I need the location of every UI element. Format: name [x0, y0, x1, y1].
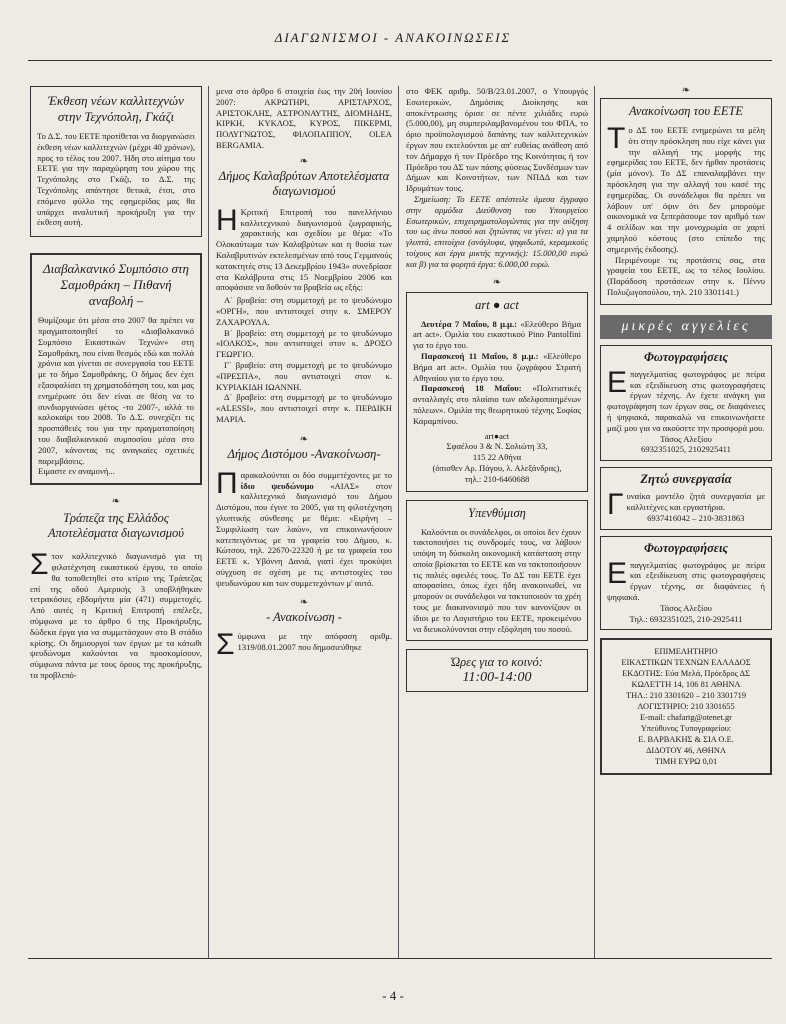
eete-notice-body-2: Περιμένουμε τις προτάσεις σας, στα γραφεία του ΕΕΤΕ, ως το τέλος Ιουλίου. (Παράδοση προτάσεων στην κ. Πέννυ Πολυζωγοπούλου, τηλ. 210 3301141.): [607, 254, 765, 297]
reminder-body: Καλούνται οι συνάδελφοι, οι οποίοι δεν έχουν τακτοποιήσει τις συνδρομές τους, να λάβουν υπόψη τη δύσκολη οικονομική κατάσταση στην οποία βρίσκεται το ΕΕΤΕ και να τακτοποιήσουν τις παλιές οφειλές τους. Το ΔΣ του ΕΕΤΕ έχει αποφασίσει, όπως έχει ήδη ανακοινωθεί, να μπορούν οι συνάδελφοι να τακτοποιούν τα χρέη τους με διακανονισμό που τον κανονίζουν οι ίδιοι με το Λογιστήριο του ΕΕΤΕ, προκειμένου να διευκολύνονται στην εξόφληση του ποσού.: [413, 526, 581, 634]
footer-rule: [28, 958, 772, 959]
article-distomo-body-wrap: [216, 466, 393, 589]
imprint-line: ΕΠΙΜΕΛΗΤΗΡΙΟ: [654, 647, 718, 657]
page-header: ΔΙΑΓΩΝΙΣΜΟΙ - ΑΝΑΚΟΙΝΩΣΕΙΣ: [274, 30, 512, 45]
prize-item: Β΄ βραβείο: στη συμμετοχή με το ψευδώνυμο «ΙΟΛΚΟΣ», που αντιστοιχεί στον κ. ΔΡΟΣΟ ΓΕΩΡΓΙΟ.: [216, 327, 392, 360]
office-hours-title: Ώρες για το κοινό:: [451, 655, 543, 670]
prize-item: Α΄ βραβείο: στη συμμετοχή με το ψευδώνυμο «ΟΡΓΗ», που αντιστοιχεί στην κ. ΣΜΕΡΟΥ ΖΑΧΑΡΟΥΛΑ.: [216, 295, 392, 327]
ad-body-wrap: [607, 556, 765, 603]
prize-item: Δ΄ βραβείο: στη συμμετοχή με το ψευδώνυμο «ALESSI», που αντιστοιχεί στην κ. ΠΕΡΔΙΚΗ ΜΑΡΙΑ.: [216, 392, 392, 424]
address-line: Σφαέλου 3 & Ν. Σολιώτη 33,: [446, 441, 548, 452]
drop-cap: Ε: [607, 365, 628, 399]
event-text: «Ελεύθερο Βήμα art act». Ομιλία του εικαστικού Pino Pantolfini για το έργο του.: [413, 318, 581, 351]
imprint-line: Υπεύθυνος Τυπογραφείου:: [640, 724, 732, 734]
ornament-icon: ❧: [299, 597, 309, 609]
article-bank-body: τον καλλιτεχνικό διαγωνισμό για τη φιλοτέχνηση εικαστικού έργου, το οποίο θα τοποθετηθεί στο κτίριο της Τράπεζας επί της οδού Αμερικής 3 υποβλήθηκαν τετρακόσιες εβδομήντα μία (471) συμμετοχές. Από αυτές η Κριτική Επιτροπή επέλεξε, σύμφωνα με το άρθρο 6 της Προκήρυξης, δώδεκα έργα για να συμμετάσχουν στο Β στάδιο κρίσης. Οι δημιουργοί των έργων με τα κάτωθι ψευδώνυμα καλούνται να προσκομίσουν, σύμφωνα πάντα με τους όρους της προκήρυξης, τα προβλεπό-: [30, 551, 202, 680]
column-2: [216, 86, 393, 662]
article-distomo-body-2: «ΑΙΑΣ» στον καλλιτεχνικό διαγωνισμό του Δήμου Διστόμου, που έγινε το 2005, για τη φιλοτέχνηση γλυπτικής σύνθεσης με θέμα: «Ειρήνη – Συμφιλίωση των λαών», να επικοινωνήσουν κατεπειγόντως με τα γραφεία του Δήμου, κ. Κώτσου, τηλ. 22670-22320 ή με τα γραφεία του ΕΕΤΕ κ. Υβόννη Δανιά, γιατί έχει προκύψει σύγχυση σε σχέση με τις αντιστοιχίες του ψευδωνύμου και των συμμετεχόντων μ' αυτό.: [216, 480, 393, 588]
drop-cap: Σ: [30, 548, 49, 582]
classified-ad: [600, 536, 772, 631]
ad-body: παγγελματίας φωτογράφος με πείρα και εξειδίκευση στις φωτογραφήσεις έργων τέχνης. Αν έχετε ανάγκη για φωτογράφηση των έργων σας, σε διαφάνειες ή ψηφιακά, παρακαλώ να επικοινωνήσετε μαζί μου για να ακούσετε την προσφορά μου.: [607, 368, 765, 433]
ad-title: Ζητώ συνεργασία: [640, 472, 732, 487]
drop-cap: Σ: [216, 628, 235, 662]
ornament-icon: ❧: [111, 496, 121, 508]
drop-cap: Π: [216, 466, 238, 500]
address-line: τηλ.: 210-6460688: [464, 473, 530, 484]
imprint-line: ΕΙΚΑΣΤΙΚΩΝ ΤΕΧΝΩΝ ΕΛΛΑΔΟΣ: [621, 658, 751, 668]
article-notice-note: Σημείωση: Το ΕΕΤΕ απέστειλε άμεσα έγγραφο στην αρμόδια Διεύθυνση του Υπουργείου Εσωτερικών, επιχειρηματολογώντας για την αύξηση του ως άνω ποσού και ζητώντας να γίνει: α) για τα γλυπτά, επιτοίχια (ανάγλυφα, ψηφιδωτά, κεραμικούς τοίχους και έργα μικτής τεχνικής): 15.000,00 ευρώ και β) για τα φορητά έργα: 6.000,00 ευρώ.: [406, 193, 588, 269]
column-4: [600, 86, 772, 775]
office-hours-box: [406, 649, 588, 692]
eete-notice-body-wrap: [607, 122, 765, 255]
article-notice-title: - Ανακοίνωση -: [266, 610, 342, 625]
article-kalavryta-body-wrap: [216, 203, 392, 293]
article-bank-body-wrap: [30, 548, 202, 681]
imprint-line: ΤΙΜΗ ΕΥΡΩ 0,01: [654, 757, 718, 767]
article-distomo-bold: ίδιο ψευδώνυμο: [240, 480, 314, 491]
article-distomo-body: αρακαλούνται οι δύο συμμετέχοντες με το: [240, 469, 392, 480]
column-separator: [398, 86, 399, 958]
header-rule: [28, 60, 772, 61]
article-exhibition-title: Έκθεση νέων καλλιτεχνών στην Τεχνόπολη, Γκάζι: [48, 93, 184, 124]
imprint-lines: [606, 646, 766, 767]
reminder-box: [406, 500, 588, 642]
article-symposium-title: Διαβαλκανικό Συμπόσιο στη Σαμοθράκη – Πιθανή αναβολή –: [43, 261, 189, 309]
ornament-icon: ❧: [299, 433, 309, 445]
article-notice-body-wrap: [216, 628, 392, 662]
event-text: «Πολιτιστικές ανταλλαγές στο πλαίσιο των αδελφοποιημένων πόλεων». Ομιλία της θεωρητικού τέχνης Σοφίας Καραμπίνου.: [413, 383, 582, 426]
ad-contact-name: Τάσος Αλεξίου: [660, 433, 712, 444]
address-line: 115 22 Αθήνα: [472, 452, 522, 463]
art-act-address: [413, 431, 581, 485]
drop-cap: Τ: [607, 122, 626, 155]
classified-ad: [600, 467, 772, 529]
column-separator: [208, 86, 209, 958]
address-line: (όπισθεν Αρ. Πάγου, λ. Αλεξάνδρας),: [432, 462, 562, 473]
ad-contact-phone: Τηλ.: 6932351025, 210-2925411: [629, 613, 743, 624]
article-exhibition-body: Το Δ.Σ. του ΕΕΤΕ προτίθεται να διοργανώσει έκθεση νέων καλλιτεχνών (μέχρι 40 χρόνων), προς το τέλος του 2007. Ήδη στο αίτημα του ΕΕΤΕ για την παραχώρηση του χώρου της Τεχνόπολης στο Γκάζι, το Δ.Σ. της Τεχνόπολης απάντησε θετικά, έτσι, στο επόμενο φύλλο της εφημερίδας μας θα υπάρχει αναλυτική προκήρυξη για την έκθεση αυτή.: [37, 131, 195, 228]
event-item: [413, 383, 581, 426]
address-line: art●act: [484, 430, 510, 441]
art-act-events: [413, 319, 581, 427]
ad-contact-name: Τάσος Αλεξίου: [660, 602, 712, 613]
imprint-line: ΚΩΛΕΤΤΗ 14, 106 81 ΑΘΗΝΑ: [631, 680, 741, 690]
imprint-box: [600, 638, 772, 775]
imprint-line: ΔΙΔΟΤΟΥ 46, ΑΘΗΝΑ: [646, 746, 726, 756]
prizes-list: [216, 295, 392, 425]
drop-cap: Γ: [607, 488, 624, 522]
eete-notice-title: Ανακοίνωση του ΕΕΤΕ: [628, 104, 744, 118]
ad-contact-phone: 6937416042 – 210-3831863: [647, 512, 745, 523]
column-3: [406, 86, 588, 692]
eete-notice-body: ο ΔΣ του ΕΕΤΕ ενημερώνει τα μέλη ότι στην πρόσκληση που είχε κάνει για την αλλαγή της μορφής της εφημερίδας του ΕΕΤΕ, δεν ήρθαν προτάσεις (μία μόνον). Το ΔΣ επαναλαμβάνει την πρόσκληση για την αλλαγή του κασέ της εφημερίδας. Οι συνάδελφοι θα πρέπει να λάβουν υπ' όψιν ότι δεν μπορούμε οικονομικά να ξεπεράσουμε τον αριθμό των 4 σελίδων και την μονοχρωμία σε χαρτί χαμηλού κόστους (στο επίπεδο της σημερινής έκδοσης).: [607, 125, 765, 254]
art-act-title: art ● act: [475, 297, 519, 312]
ad-body: παγγελματίας φωτογράφος με πείρα και εξειδίκευση στις φωτογραφήσεις έργων τέχνης, σε διαφάνειες ή ψηφιακά.: [607, 559, 765, 602]
article-kalavryta-title: Δήμος Καλαβρύτων Αποτελέσματα διαγωνισμού: [218, 168, 390, 198]
page-number: - 4 -: [382, 988, 404, 1003]
article-notice-continued: στο ΦΕΚ αριθμ. 50/Β/23.01.2007, ο Υπουργός Εσωτερικών, Δημόσιας Διοίκησης και αποκέντρωσης όρισε σε πέντε χιλιάδες ευρώ (5.000,00), μη συμπεριλαμβανομένου του ΦΠΑ, το όριο προϋπολογισμού δαπάνης των καλλιτεχνικών έργων που εκτελούνται με απ' ευθείας ανάθεση από τον Δήμαρχο ή τον Πρόεδρο της Κοινότητας ή τον Πρόεδρο του ΔΣ των πάσης φύσεως Συνδέσμων των Δήμων και Κοινοτήτων, των ΝΠΔΔ και των Ιδρυμάτων τους.: [406, 86, 588, 194]
imprint-line: ΤΗΛ.: 210 3301620 – 210 3301719: [625, 691, 747, 701]
imprint-line: ΕΚΔΟΤΗΣ: Εύα Μελά, Πρόεδρος ΔΣ: [622, 669, 750, 679]
art-act-box: [406, 292, 588, 492]
ad-title: Φωτογραφήσεις: [644, 540, 728, 555]
eete-notice-box: [600, 98, 772, 305]
column-1: [30, 86, 202, 681]
ornament-icon: ❧: [681, 85, 691, 96]
article-distomo-title: Δήμος Διστόμου -Ανακοίνωση-: [227, 446, 381, 461]
classifieds-banner: μικρές αγγελίες: [600, 315, 772, 339]
ad-body-wrap: [607, 365, 765, 434]
ad-title: Φωτογραφήσεις: [644, 349, 728, 364]
office-hours-value: 11:00-14:00: [462, 670, 532, 686]
ornament-icon: ❧: [299, 155, 309, 167]
prize-item: Γ΄ βραβείο: στη συμμετοχή με το ψευδώνυμο «ΠΡΕΣΠΑ», που αντιστοιχεί στον κ. ΚΥΡΙΑΚΙΔΗ ΙΩΑΝΝΗ.: [216, 359, 392, 392]
classified-ad: [600, 345, 772, 461]
article-bank-continued: μενα στο άρθρο 6 στοιχεία έως την 20ή Ιουνίου 2007: ΑΚΡΩΤΗΡΙ, ΑΡΙΣΤΑΡΧΟΣ, ΑΡΙΣΤΟΚΛΗΣ, ΑΣΤΡΟΝΑΥΤΗΣ, ΔΙΟΜΗΔΗΣ, ΚΙΡΚΗ, ΚΥΚΛΟΣ, ΚΥΡΟΣ, ΠΙΚΕΡΜΙ, ΠΟΛΥΓΝΩΤΟΣ, ΦΙΛΟΠΑΠΠΟΥ, OLEA BERGAMIA.: [216, 86, 392, 150]
event-item: [413, 319, 581, 351]
imprint-line: Ε. ΒΑΡΒΑΚΗΣ & ΣΙΑ Ο.Ε.: [638, 735, 734, 745]
ad-contact-phone: 6932351025, 2102925411: [641, 444, 731, 455]
article-notice-body: ύμφωνα με την απόφαση αριθμ. 1319/08.01.2007 που δημοσιεύθηκε: [237, 631, 392, 653]
imprint-line: E-mail: chafartg@otenet.gr: [640, 713, 732, 723]
event-date: Παρασκευή 11 Μαΐου, 8 μ.μ.:: [421, 350, 539, 361]
event-text: «Ελεύθερο Βήμα art act». Ομιλία του ζωγράφου Στρατή Αθηναίου για το έργο του.: [413, 350, 581, 383]
article-symposium-end: Ειμαστε εν αναμονή...: [38, 466, 115, 477]
drop-cap: Ε: [607, 556, 628, 590]
event-date: Παρασκευή 18 Μαΐου:: [421, 383, 522, 394]
article-kalavryta-body: Κριτική Επιτροπή του πανελλήνιου καλλιτεχνικού διαγωνισμού ζωγραφικής, χαρακτικής και σχεδίου με θέμα: «Το Ολοκαύτωμα των Καλαβρύτων και η θυσία των Καλαβρυτινών εκτελεσμένων από τους Γερμανούς κατακτητές στις 13 Δεκεμβρίου 1943» συνεδρίασε στα Καλάβρυτα στις 15 Νοεμβρίου 2006 και αποφάσισε να δοθούν τα βραβεία ως εξής:: [216, 206, 392, 293]
drop-cap: Η: [216, 203, 238, 237]
article-symposium-body: Θυμίζουμε ότι μέσα στο 2007 θα πρέπει να πραγματοποιηθεί το «Διαβαλκανικό Συμπόσιο Εικαστικών Τεχνών» στη Σαμοθράκη, που είναι θεσμός εδώ και πολλά χρόνια και γίνεται σε συνεργασία του ΕΕΤΕ με το δήμο Σαμοθράκης. Ο δήμος δεν έχει εξασφαλίσει τη χρηματοδότηση του, και μας ενημέρωσε ότι δεν είναι σε θέση να το συνδιοργανώσει φέτος -το 2007-, αλλά το καλοκαίρι του 2008. Το Δ.Σ. συνεχίζει τις προσπάθειές του για την πραγματοποίηση του διαβαλκανικού συμποσίου μέσα στο 2007, κάνοντας τις αναγκαίες σχετικές παρεμβάσεις.: [38, 315, 194, 466]
event-item: [413, 351, 581, 383]
article-bank-title: Τράπεζα της Ελλάδος Αποτελέσματα διαγωνισμού: [47, 511, 185, 541]
article-exhibition-box: [30, 86, 202, 237]
ornament-icon: ❧: [492, 276, 502, 288]
article-symposium-box: [30, 253, 202, 485]
event-date: Δευτέρα 7 Μαΐου, 8 μ.μ.:: [421, 318, 518, 329]
imprint-line: ΛΟΓΙΣΤΗΡΙΟ: 210 3301655: [637, 702, 735, 712]
ad-body: υναίκα μοντέλο ζητά συνεργασία με καλλιτέχνες και εργαστήρια.: [626, 491, 765, 512]
column-separator: [594, 86, 595, 958]
reminder-title: Υπενθύμιση: [468, 505, 526, 520]
